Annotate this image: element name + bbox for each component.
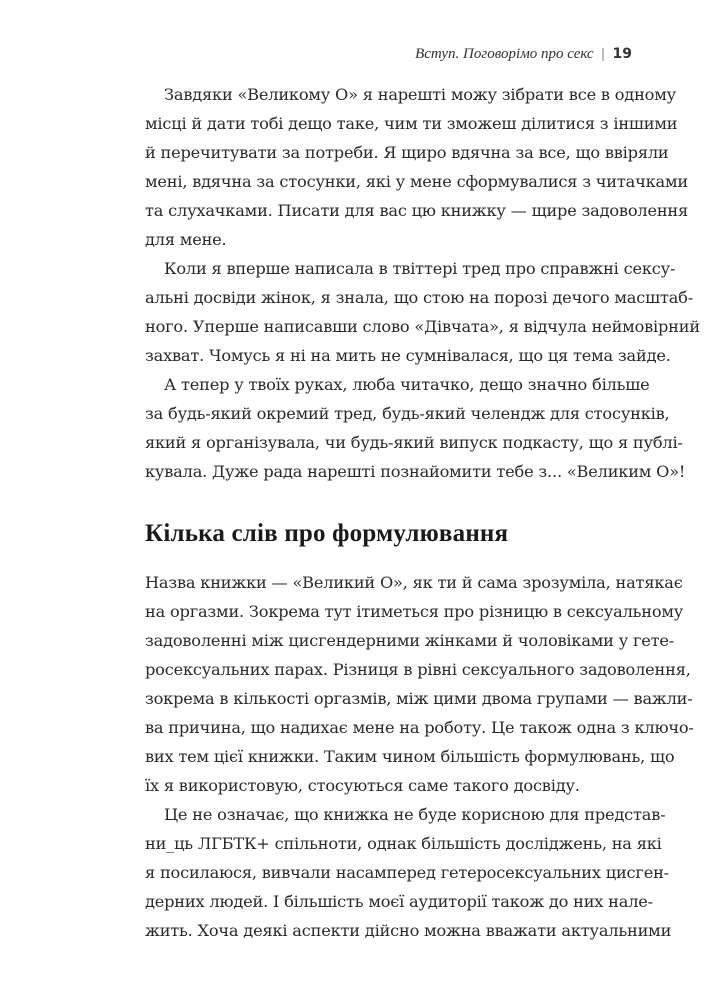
- text-line: дерних людей. І більшість моєї аудиторії також до них нале-: [145, 892, 653, 911]
- page-number: 19: [612, 46, 632, 62]
- text-line: я посилаюся, вивчали насамперед гетеросексуальних цисген-: [145, 863, 669, 882]
- section-paragraphs: [145, 568, 694, 945]
- text-line: місці й дати тобі дещо таке, чим ти зможеш ділитися з іншими: [145, 114, 678, 133]
- paragraph: [145, 80, 689, 254]
- header-separator: |: [601, 46, 605, 62]
- paragraph: [145, 568, 694, 800]
- intro-paragraphs: [145, 80, 700, 486]
- text-line: Коли я вперше написала в твіттері тред про справжні сексу-: [164, 259, 676, 278]
- text-line: Це не означає, що книжка не буде корисною для представ-: [164, 805, 666, 824]
- text-line: на оргазми. Зокрема тут ітиметься про різницю в сексуальному: [145, 602, 684, 621]
- text-line: захват. Чомусь я ні на мить не сумнівалася, що ця тема зайде.: [145, 346, 671, 365]
- text-line: зокрема в кількості оргазмів, між цими двома групами — важли-: [145, 689, 693, 708]
- paragraph: [145, 254, 700, 370]
- text-line: А тепер у твоїх руках, люба читачко, дещо значно більше: [164, 375, 650, 394]
- text-line: Завдяки «Великому О» я нарешті можу зібрати все в одному: [164, 85, 676, 104]
- text-line: мені, вдячна за стосунки, які у мене сформувалися з читачками: [145, 172, 688, 191]
- paragraph: [145, 800, 672, 945]
- text-line: альні досвіди жінок, я знала, що стою на порозі дечого масштаб-: [145, 288, 693, 307]
- text-line: задоволенні між цисгендерними жінками й чоловіками у гете-: [145, 631, 675, 650]
- text-line: кувала. Дуже рада нарешті познайомити тебе з... «Великим О»!: [145, 462, 686, 481]
- text-line: вих тем цієї книжки. Таким чином більшість формулювань, що: [145, 747, 675, 766]
- chapter-title: Вступ. Поговорімо про секс: [415, 46, 594, 62]
- text-line: жить. Хоча деякі аспекти дійсно можна вважати актуальними: [145, 921, 672, 940]
- text-line: за будь-який окремий тред, будь-який челендж для стосунків,: [145, 404, 670, 423]
- text-line: ни_ць ЛГБТК+ спільноти, однак більшість досліджень, на які: [145, 834, 662, 853]
- section-heading: Кілька слів про формулювання: [145, 520, 509, 547]
- page-body: [145, 80, 700, 945]
- text-line: їх я використовую, стосуються саме такого досвіду.: [145, 776, 580, 795]
- text-line: й перечитувати за потреби. Я щиро вдячна за все, що ввіряли: [145, 143, 669, 162]
- paragraph: [145, 370, 686, 486]
- text-line: для мене.: [145, 230, 227, 249]
- text-line: ва причина, що надихає мене на роботу. Це також одна з ключо-: [145, 718, 694, 737]
- text-line: росексуальних парах. Різниця в рівні сексуального задоволення,: [145, 660, 691, 679]
- text-line: ного. Уперше написавши слово «Дівчата», я відчула неймовірний: [145, 317, 700, 336]
- text-line: Назва книжки — «Великий О», як ти й сама зрозуміла, натякає: [145, 573, 683, 592]
- text-line: та слухачками. Писати для вас цю книжку — щире задоволення: [145, 201, 689, 220]
- text-line: який я організувала, чи будь-який випуск подкасту, що я публі-: [145, 433, 683, 452]
- running-header: [415, 46, 632, 63]
